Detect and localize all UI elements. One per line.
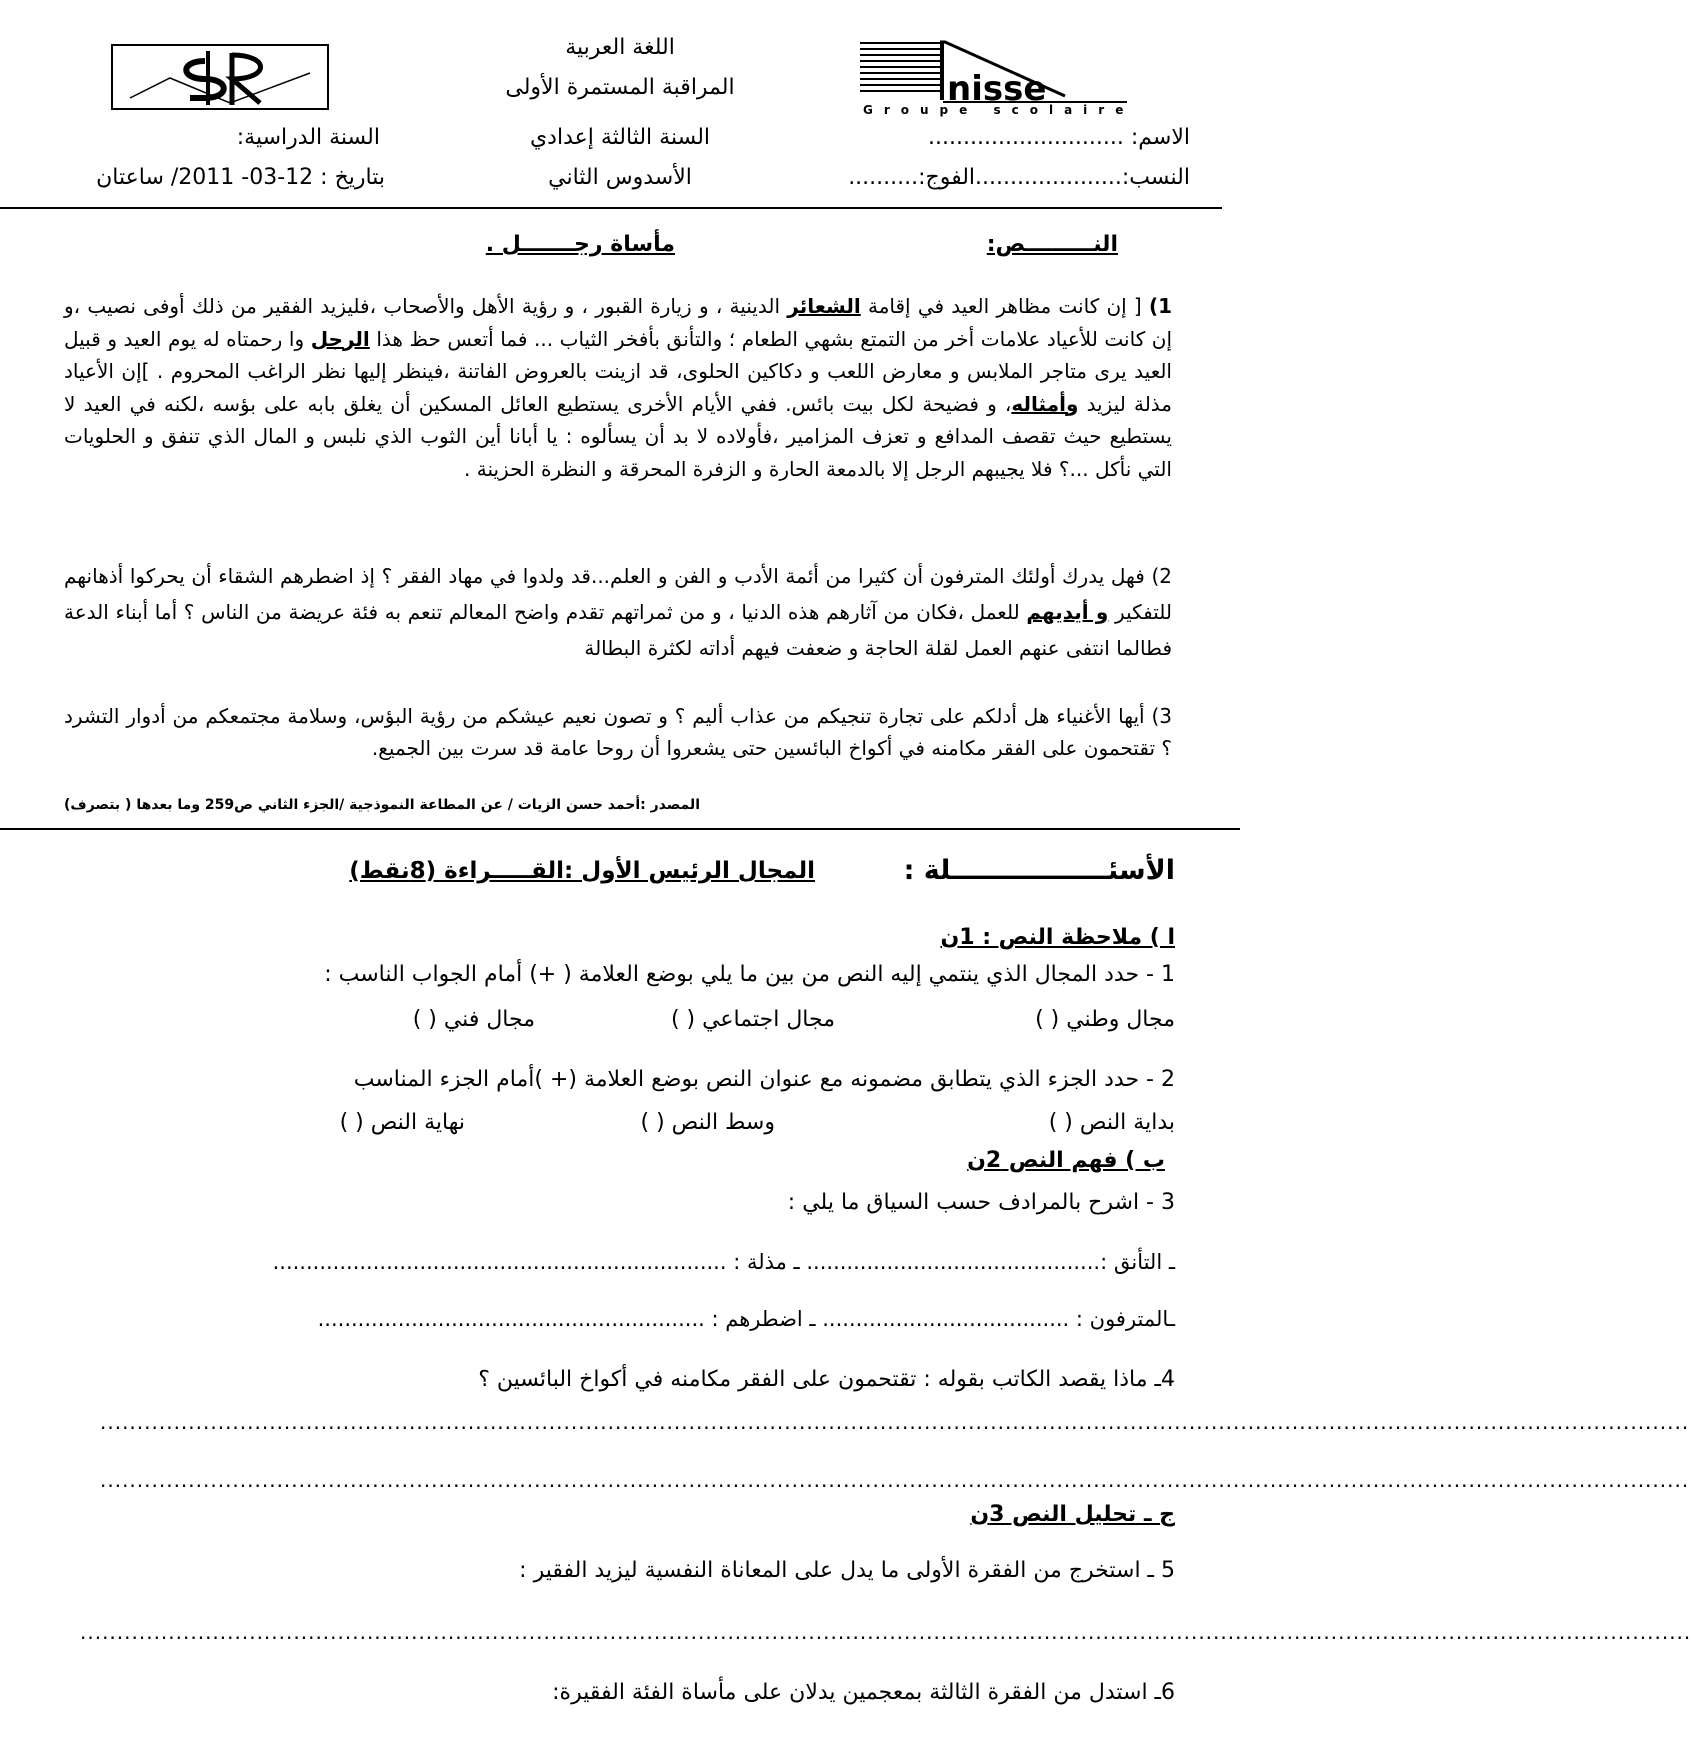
question-6: 6ـ استدل من الفقرة الثالثة بمعجمين يدلان على مأساة الفئة الفقيرة:: [552, 1680, 1175, 1705]
paragraph-1-part-a: [ إن كانت مظاهر العيد في إقامة: [867, 294, 1142, 318]
paragraph-1-part-c: وا رحمتاه له يوم العيد و قبيل العيد يرى متاجر الملابس و معارض اللعب و دكاكين الحلوى، قد ازينت بالعروض الفاتنة ،فينظر إليها نظر الراغب المحروم . ]إن الأعياد مذلة ليزيد: [64, 326, 1172, 416]
q2-option-2: وسط النص ( ): [640, 1110, 775, 1135]
q4-answer-line-1: ........................................................................................................................................................................................................................: [100, 1410, 1690, 1434]
q2-option-1: بداية النص ( ): [1048, 1110, 1175, 1135]
grade-level: السنة الثالثة إعدادي: [529, 125, 711, 150]
keyword-rajul: الرجل: [310, 326, 370, 351]
logo-wordmark: nisse: [947, 69, 1047, 109]
q3-answer-line-2: ـالمترفون : ..................................... ـ اضطرهم : ..........................................................: [317, 1307, 1175, 1331]
school-stamp-logo: [110, 43, 330, 111]
questions-title: الأسئـــــــــــــــــلة :: [903, 855, 1175, 886]
exam-date-duration: بتاريخ : 12-03- 2011/ ساعتان: [96, 165, 385, 190]
subject-title: اللغة العربية: [565, 35, 675, 60]
keyword-amthalih: وأمثاله: [1011, 391, 1079, 416]
paragraph-2: [64, 558, 1172, 666]
family-group-field: النسب:.....................الفوج:..........: [848, 165, 1190, 190]
school-year-label: السنة الدراسية:: [236, 125, 380, 150]
keyword-aydihim: و أيديهم: [1026, 600, 1109, 624]
paragraph-1-part-b: الدينية ، و زيارة القبور ، و رؤية الأهل والأصحاب ،فليزيد الفقير من ذلك أوفى نصيب ،و إن كانت للأعياد علامات أخر من التمتع بشهي الطعام ؛ والتأنق بأفخر الثياب ... فما أتعس حظ هذا: [64, 294, 1173, 351]
nisse-logo: [855, 38, 1140, 118]
question-4: 4ـ ماذا يقصد الكاتب بقوله : تقتحمون على الفقر مكامنه في أكواخ البائسين ؟: [478, 1367, 1175, 1392]
student-name-field: الاسم: ............................: [928, 125, 1190, 150]
q1-option-2: مجال اجتماعي ( ): [670, 1007, 835, 1032]
text-label: النـــــــــص:: [986, 232, 1118, 257]
exam-title: المراقبة المستمرة الأولى: [505, 75, 735, 100]
paragraph-1: [64, 290, 1172, 485]
semester-label: الأسدوس الثاني: [548, 165, 692, 190]
question-3: 3 - اشرح بالمرادف حسب السياق ما يلي :: [787, 1190, 1175, 1215]
question-2: 2 - حدد الجزء الذي يتطابق مضمونه مع عنوان النص بوضع العلامة (+ )أمام الجزء المناسب: [353, 1067, 1175, 1092]
paragraph-2-part-b: للعمل ،فكان من آثارهم هذه الدنيا ، و من ثمراتهم تقدم واضح المعالم تنعم به فئة عريضة من الناس ؟ أما أبناء الدعة فطالما انتفى عنهم العمل لقلة الحاجة و ضعفت فيهم أداته لكثرة البطالة: [64, 600, 1172, 660]
paragraph-2-part-a: 2) فهل يدرك أولئك المترفون أن كثيرا من أئمة الأدب و الفن و العلم...قد ولدوا في مهاد الفقر ؟ إذ اضطرهم الشقاء أن يحركوا أذهانهم للتفكير: [64, 564, 1173, 624]
section-text-analysis: ج ـ تحليل النص 3ن: [970, 1502, 1175, 1527]
question-1: 1 - حدد المجال الذي ينتمي إليه النص من بين ما يلي بوضع العلامة ( +) أمام الجواب الناسب :: [324, 962, 1175, 987]
section-text-observation: ا ) ملاحظة النص : 1ن: [940, 925, 1175, 950]
q1-option-1: مجال وطني ( ): [1035, 1007, 1175, 1032]
paragraph-3: [64, 700, 1172, 764]
section-text-comprehension: ب ) فهم النص 2ن: [967, 1148, 1165, 1173]
reading-domain-title: المجال الرئيس الأول :القـــــراءة (8نقط): [349, 858, 815, 884]
text-title: مأساة رجـــــــل .: [485, 232, 675, 257]
paragraph-3-text: 3) أيها الأغنياء هل أدلكم على تجارة تنجيكم من عذاب أليم ؟ و تصون نعيم عيشكم من رؤية البؤس، وسلامة مجتمعكم من أدوار التشرد ؟ تقتحمون على الفقر مكامنه في أكواخ البائسين حتى يشعروا أن روحا عامة قد سرت بين الجميع.: [64, 704, 1172, 760]
logo-subtitle: Groupe scolaire: [863, 103, 1135, 117]
q2-option-3: نهاية النص ( ): [339, 1110, 465, 1135]
paragraph-1-part-d: ، و فضيحة لكل بيت بائس. ففي الأيام الأخرى يستطيع العائل المسكين أن يغلق بابه على بؤسه ،لكنه في العيد لا يستطيع حيث تقصف المدافع و تعزف المزامير ،فأولاده لا بد أن يسألوه : يا أبانا أين الثوب الذي نلبس و المال الذي تنفق و الحلويات التي نأكل ...؟ فلا يجيبهم الرجل إلا بالدمعة الحارة و الزفرة المحرقة و النظرة الحزينة .: [64, 391, 1172, 481]
q5-answer-line: ...........................................................................................................................................................................................................................: [80, 1620, 1691, 1644]
keyword-shaair: الشعائر: [787, 294, 861, 318]
question-5: 5 ـ استخرج من الفقرة الأولى ما يدل على المعاناة النفسية ليزيد الفقير :: [519, 1558, 1175, 1583]
source-citation: المصدر :أحمد حسن الزيات / عن المطاعة النموذجية /الجزء الثاني ص259 وما بعدها ( بتصرف): [64, 797, 700, 813]
paragraph-1-number: 1): [1148, 294, 1173, 318]
q1-option-3: مجال فني ( ): [412, 1007, 535, 1032]
text-divider: [0, 828, 1240, 830]
header-divider: [0, 207, 1222, 209]
q3-answer-line-1: ـ التأنق :............................................ ـ مذلة : ....................................................................: [272, 1250, 1175, 1274]
q4-answer-line-2: ........................................................................................................................................................................................................................: [100, 1468, 1690, 1492]
